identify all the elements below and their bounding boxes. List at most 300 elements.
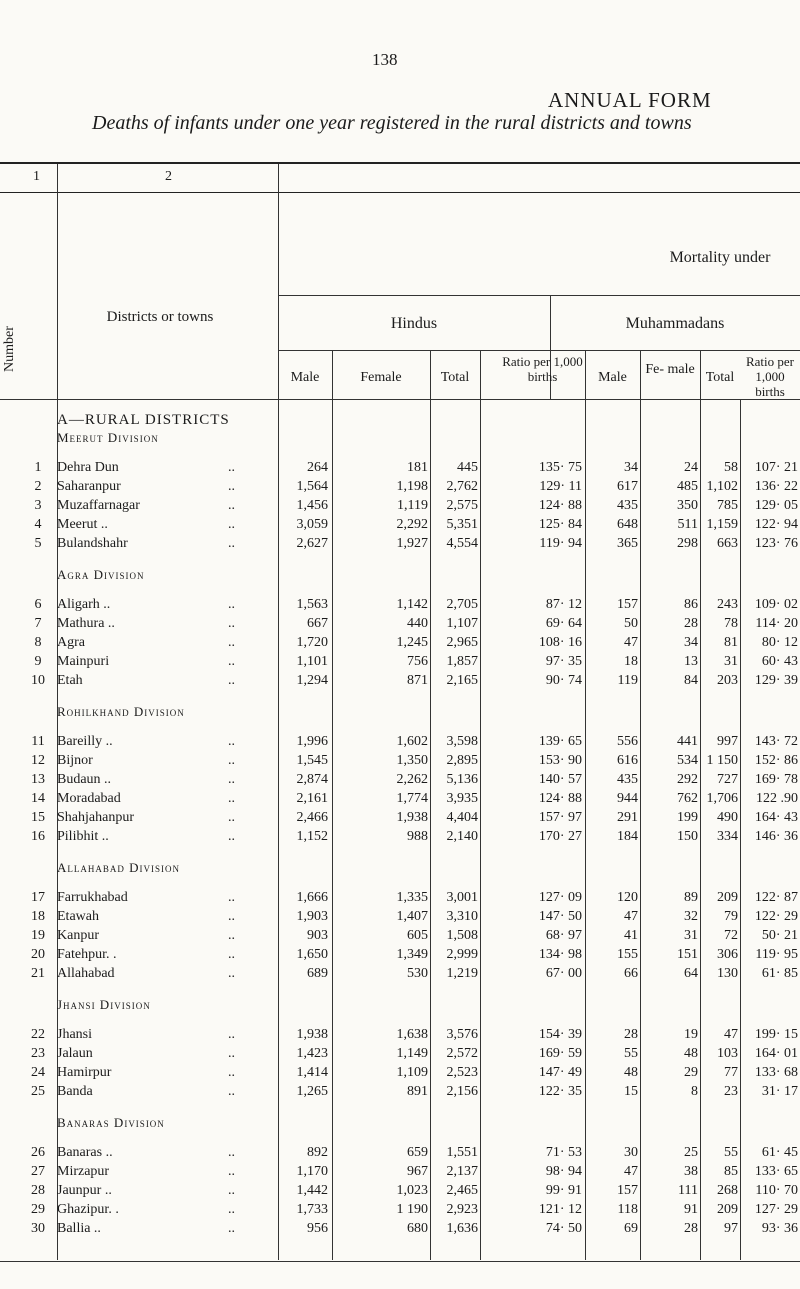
cell-hr: 154· 39	[538, 1027, 582, 1042]
cell-ht: 2,156	[446, 1084, 478, 1099]
cell-mr: 31· 17	[761, 1084, 798, 1099]
cell-mf: 25	[684, 1145, 698, 1160]
cell-hf: 756	[407, 654, 428, 669]
cell-mm: 120	[617, 890, 638, 905]
muh-ratio-header: Ratio per 1,000 births	[745, 354, 794, 399]
cell-mf: 534	[677, 753, 698, 768]
cell-hf: 1,109	[396, 1065, 428, 1080]
cell-hm: 1,294	[296, 673, 328, 688]
column-number-row	[0, 162, 800, 193]
division-heading: Meerut Division	[57, 430, 159, 445]
cell-hf: 530	[407, 966, 428, 981]
division-heading: Jhansi Division	[57, 997, 151, 1012]
cell-mf: 199	[677, 810, 698, 825]
cell-hm: 1,170	[296, 1164, 328, 1179]
cell-mr: 109· 02	[754, 597, 798, 612]
cell-mt: 97	[724, 1221, 738, 1236]
row-number: 27	[31, 1164, 45, 1179]
districts-header: Districts or towns	[106, 309, 214, 325]
muhammadans-header: Muhammadans	[625, 315, 725, 332]
cell-ht: 2,465	[446, 1183, 478, 1198]
district-name: Agra	[57, 635, 85, 650]
cell-ht: 1,636	[446, 1221, 478, 1236]
cell-hm: 3,059	[296, 517, 328, 532]
cell-mt: 785	[717, 498, 738, 513]
table-row	[0, 654, 800, 672]
cell-hm: 1,666	[296, 890, 328, 905]
district-name: Moradabad	[57, 791, 121, 806]
cell-hm: 956	[307, 1221, 328, 1236]
cell-mf: 441	[677, 734, 698, 749]
cell-mt: 727	[717, 772, 738, 787]
row-number: 11	[31, 734, 45, 749]
row-number: 7	[34, 616, 42, 631]
cell-ht: 3,935	[446, 791, 478, 806]
cell-hf: 967	[407, 1164, 428, 1179]
leader-dots: ..	[228, 654, 235, 669]
leader-dots: ..	[228, 635, 235, 650]
cell-mf: 86	[684, 597, 698, 612]
cell-mt: 31	[724, 654, 738, 669]
cell-hf: 1,023	[396, 1183, 428, 1198]
cell-mt: 209	[717, 890, 738, 905]
cell-hm: 903	[307, 928, 328, 943]
district-name: Banaras ..	[57, 1145, 113, 1160]
cell-hm: 1,733	[296, 1202, 328, 1217]
cell-hr: 97· 35	[545, 654, 582, 669]
table-row	[0, 460, 800, 478]
cell-hm: 1,456	[296, 498, 328, 513]
table-row	[0, 890, 800, 908]
row-number: 2	[34, 479, 42, 494]
cell-mt: 1 150	[706, 753, 738, 768]
page-number: 138	[372, 50, 398, 69]
row-number: 5	[34, 536, 42, 551]
cell-mr: 127· 29	[754, 1202, 798, 1217]
cell-mr: 143· 72	[754, 734, 798, 749]
division-heading: Rohilkhand Division	[57, 704, 185, 719]
cell-hm: 1,414	[296, 1065, 328, 1080]
cell-hm: 1,265	[296, 1084, 328, 1099]
cell-mt: 72	[724, 928, 738, 943]
leader-dots: ..	[228, 673, 235, 688]
cell-hm: 1,938	[296, 1027, 328, 1042]
cell-mm: 119	[617, 673, 638, 688]
hindu-ratio-header: Ratio per 1,000 births	[502, 354, 583, 384]
cell-ht: 4,554	[446, 536, 478, 551]
leader-dots: ..	[228, 1145, 235, 1160]
cell-mr: 122· 87	[754, 890, 798, 905]
cell-mf: 89	[684, 890, 698, 905]
row-number: 13	[31, 772, 45, 787]
cell-hr: 140· 57	[538, 772, 582, 787]
district-name: Ghazipur. .	[57, 1202, 119, 1217]
row-number: 16	[31, 829, 45, 844]
cell-hf: 871	[407, 673, 428, 688]
cell-mf: 485	[677, 479, 698, 494]
cell-ht: 2,705	[446, 597, 478, 612]
table-row	[0, 536, 800, 554]
cell-hr: 99· 91	[545, 1183, 582, 1198]
form-title: ANNUAL FORM	[548, 88, 712, 112]
district-name: Ballia ..	[57, 1221, 101, 1236]
leader-dots: ..	[228, 616, 235, 631]
cell-hr: 134· 98	[538, 947, 582, 962]
cell-ht: 2,572	[446, 1046, 478, 1061]
cell-hf: 1,927	[396, 536, 428, 551]
district-name: Etah	[57, 673, 83, 688]
cell-mf: 28	[684, 1221, 698, 1236]
table-row	[0, 947, 800, 965]
cell-mm: 435	[617, 772, 638, 787]
cell-mm: 41	[624, 928, 638, 943]
leader-dots: ..	[228, 536, 235, 551]
cell-mf: 64	[684, 966, 698, 981]
cell-hr: 147· 49	[538, 1065, 582, 1080]
leader-dots: ..	[228, 734, 235, 749]
cell-mt: 85	[724, 1164, 738, 1179]
cell-hr: 127· 09	[538, 890, 582, 905]
district-name: Shahjahanpur	[57, 810, 134, 825]
cell-hm: 2,466	[296, 810, 328, 825]
cell-mf: 84	[684, 673, 698, 688]
table-subtitle: Deaths of infants under one year registered in the rural districts and towns	[92, 112, 692, 134]
leader-dots: ..	[228, 966, 235, 981]
district-name: Saharanpur	[57, 479, 121, 494]
cell-mt: 490	[717, 810, 738, 825]
row-number: 26	[31, 1145, 45, 1160]
cell-hm: 1,563	[296, 597, 328, 612]
cell-ht: 2,895	[446, 753, 478, 768]
cell-mt: 23	[724, 1084, 738, 1099]
cell-mt: 268	[717, 1183, 738, 1198]
cell-mr: 61· 85	[761, 966, 798, 981]
cell-mr: 110· 70	[755, 1183, 798, 1198]
table-header	[0, 190, 800, 400]
cell-mf: 111	[678, 1183, 698, 1198]
cell-mm: 616	[617, 753, 638, 768]
cell-mr: 129· 05	[754, 498, 798, 513]
district-name: Fatehpur. .	[57, 947, 117, 962]
cell-ht: 5,136	[446, 772, 478, 787]
row-number: 12	[31, 753, 45, 768]
table-row	[0, 479, 800, 497]
district-name: Mathura ..	[57, 616, 115, 631]
muh-female-header: Fe- male	[645, 362, 695, 377]
cell-mt: 663	[717, 536, 738, 551]
cell-hr: 90· 74	[545, 673, 582, 688]
table-row	[0, 829, 800, 847]
row-number: 14	[31, 791, 45, 806]
cell-mr: 80· 12	[761, 635, 798, 650]
cell-hr: 74· 50	[545, 1221, 582, 1236]
cell-hm: 2,627	[296, 536, 328, 551]
district-name: Etawah	[57, 909, 99, 924]
column-number-1: 1	[33, 169, 40, 184]
cell-mm: 47	[624, 1164, 638, 1179]
leader-dots: ..	[228, 1183, 235, 1198]
cell-hm: 1,442	[296, 1183, 328, 1198]
cell-mm: 50	[624, 616, 638, 631]
cell-mf: 13	[684, 654, 698, 669]
cell-hr: 87· 12	[545, 597, 582, 612]
cell-ht: 3,576	[446, 1027, 478, 1042]
cell-mm: 69	[624, 1221, 638, 1236]
table-row	[0, 673, 800, 691]
cell-hr: 108· 16	[538, 635, 582, 650]
cell-mr: 199· 15	[754, 1027, 798, 1042]
cell-mm: 435	[617, 498, 638, 513]
cell-mf: 38	[684, 1164, 698, 1179]
cell-mm: 648	[617, 517, 638, 532]
district-name: Pilibhit ..	[57, 829, 109, 844]
cell-mr: 129· 39	[754, 673, 798, 688]
district-name: Banda	[57, 1084, 93, 1099]
cell-mt: 243	[717, 597, 738, 612]
district-name: Jalaun	[57, 1046, 93, 1061]
cell-mf: 8	[691, 1084, 698, 1099]
table-row	[0, 966, 800, 984]
table-row	[0, 1202, 800, 1220]
cell-mr: 152· 86	[754, 753, 798, 768]
table-row	[0, 1164, 800, 1182]
cell-mt: 103	[717, 1046, 738, 1061]
cell-ht: 1,219	[446, 966, 478, 981]
table-row	[0, 1221, 800, 1239]
leader-dots: ..	[228, 517, 235, 532]
cell-ht: 2,575	[446, 498, 478, 513]
cell-hf: 659	[407, 1145, 428, 1160]
cell-hm: 892	[307, 1145, 328, 1160]
leader-dots: ..	[228, 479, 235, 494]
cell-hf: 605	[407, 928, 428, 943]
table-row	[0, 772, 800, 790]
district-name: Kanpur	[57, 928, 99, 943]
cell-hm: 1,996	[296, 734, 328, 749]
cell-mt: 79	[724, 909, 738, 924]
cell-hr: 119· 94	[539, 536, 582, 551]
cell-hf: 1,602	[396, 734, 428, 749]
leader-dots: ..	[228, 460, 235, 475]
cell-hr: 69· 64	[545, 616, 582, 631]
row-number: 23	[31, 1046, 45, 1061]
cell-hf: 1,198	[396, 479, 428, 494]
cell-mm: 155	[617, 947, 638, 962]
cell-hr: 125· 84	[538, 517, 582, 532]
leader-dots: ..	[228, 947, 235, 962]
cell-hm: 1,720	[296, 635, 328, 650]
leader-dots: ..	[228, 772, 235, 787]
cell-ht: 2,965	[446, 635, 478, 650]
cell-mt: 81	[724, 635, 738, 650]
cell-mt: 78	[724, 616, 738, 631]
cell-hm: 1,152	[296, 829, 328, 844]
district-name: Mainpuri	[57, 654, 110, 669]
cell-mt: 47	[724, 1027, 738, 1042]
division-heading: Banaras Division	[57, 1115, 165, 1130]
cell-ht: 4,404	[446, 810, 478, 825]
cell-mr: 146· 36	[754, 829, 798, 844]
cell-mf: 298	[677, 536, 698, 551]
cell-mm: 66	[624, 966, 638, 981]
cell-hm: 264	[307, 460, 328, 475]
cell-mm: 48	[624, 1065, 638, 1080]
cell-mf: 24	[684, 460, 698, 475]
table-row	[0, 517, 800, 535]
mortality-under-header: Mortality under	[669, 249, 771, 266]
cell-mf: 292	[677, 772, 698, 787]
row-number: 4	[34, 517, 42, 532]
cell-hf: 1,149	[396, 1046, 428, 1061]
cell-mt: 1,102	[706, 479, 738, 494]
district-name: Jaunpur ..	[57, 1183, 112, 1198]
table-row	[0, 810, 800, 828]
cell-mr: 61· 45	[761, 1145, 798, 1160]
leader-dots: ..	[228, 597, 235, 612]
cell-mr: 60· 43	[761, 654, 798, 669]
cell-hf: 1,349	[396, 947, 428, 962]
table-row	[0, 1046, 800, 1064]
table-row	[0, 791, 800, 809]
cell-mf: 29	[684, 1065, 698, 1080]
cell-mf: 151	[677, 947, 698, 962]
leader-dots: ..	[228, 1164, 235, 1179]
cell-mm: 556	[617, 734, 638, 749]
leader-dots: ..	[228, 1084, 235, 1099]
cell-hm: 689	[307, 966, 328, 981]
cell-mt: 209	[717, 1202, 738, 1217]
cell-hf: 1,335	[396, 890, 428, 905]
cell-hf: 1 190	[396, 1202, 428, 1217]
row-number: 29	[31, 1202, 45, 1217]
cell-hf: 181	[407, 460, 428, 475]
row-number: 19	[31, 928, 45, 943]
table-body	[0, 400, 800, 1260]
cell-mf: 31	[684, 928, 698, 943]
leader-dots: ..	[228, 928, 235, 943]
cell-mm: 55	[624, 1046, 638, 1061]
cell-ht: 3,598	[446, 734, 478, 749]
table-row	[0, 616, 800, 634]
cell-mf: 34	[684, 635, 698, 650]
cell-mf: 150	[677, 829, 698, 844]
leader-dots: ..	[228, 791, 235, 806]
cell-mr: 169· 78	[754, 772, 798, 787]
cell-hr: 169· 59	[538, 1046, 582, 1061]
cell-mm: 34	[624, 460, 638, 475]
cell-hf: 1,774	[396, 791, 428, 806]
cell-mf: 32	[684, 909, 698, 924]
cell-hf: 2,292	[396, 517, 428, 532]
table-row	[0, 734, 800, 752]
leader-dots: ..	[228, 810, 235, 825]
district-name: Allahabad	[57, 966, 115, 981]
cell-hf: 1,938	[396, 810, 428, 825]
cell-hf: 440	[407, 616, 428, 631]
cell-hr: 147· 50	[538, 909, 582, 924]
cell-mr: 164· 43	[754, 810, 798, 825]
cell-mm: 157	[617, 597, 638, 612]
leader-dots: ..	[228, 1065, 235, 1080]
cell-ht: 2,923	[446, 1202, 478, 1217]
leader-dots: ..	[228, 909, 235, 924]
row-number: 28	[31, 1183, 45, 1198]
cell-mm: 617	[617, 479, 638, 494]
table-row	[0, 928, 800, 946]
cell-mm: 118	[617, 1202, 638, 1217]
cell-mr: 93· 36	[761, 1221, 798, 1236]
cell-ht: 1,551	[446, 1145, 478, 1160]
hindu-female-header: Female	[360, 370, 402, 385]
table-row	[0, 635, 800, 653]
cell-ht: 2,999	[446, 947, 478, 962]
cell-hm: 1,650	[296, 947, 328, 962]
table-row	[0, 753, 800, 771]
cell-mt: 55	[724, 1145, 738, 1160]
cell-hr: 153· 90	[538, 753, 582, 768]
cell-hm: 1,903	[296, 909, 328, 924]
cell-hf: 1,119	[397, 498, 428, 513]
cell-mr: 122 .90	[756, 791, 798, 806]
leader-dots: ..	[228, 498, 235, 513]
leader-dots: ..	[228, 1046, 235, 1061]
cell-mr: 136· 22	[754, 479, 798, 494]
cell-ht: 1,508	[446, 928, 478, 943]
cell-mr: 119· 95	[755, 947, 798, 962]
cell-mm: 47	[624, 909, 638, 924]
cell-hm: 1,545	[296, 753, 328, 768]
row-number: 24	[31, 1065, 45, 1080]
row-number: 25	[31, 1084, 45, 1099]
district-name: Farrukhabad	[57, 890, 128, 905]
cell-hr: 98· 94	[545, 1164, 582, 1179]
row-number: 22	[31, 1027, 45, 1042]
row-number: 20	[31, 947, 45, 962]
cell-ht: 1,857	[446, 654, 478, 669]
cell-hr: 139· 65	[538, 734, 582, 749]
cell-mr: 50· 21	[761, 928, 798, 943]
cell-ht: 5,351	[446, 517, 478, 532]
cell-hm: 1,423	[296, 1046, 328, 1061]
district-name: Muzaffarnagar	[57, 498, 140, 513]
row-number: 6	[34, 597, 42, 612]
cell-mf: 48	[684, 1046, 698, 1061]
cell-mr: 107· 21	[754, 460, 798, 475]
column-number-2: 2	[165, 169, 172, 184]
cell-hf: 2,262	[396, 772, 428, 787]
division-heading: Allahabad Division	[57, 860, 181, 875]
cell-mf: 91	[684, 1202, 698, 1217]
cell-hm: 2,161	[296, 791, 328, 806]
cell-mf: 28	[684, 616, 698, 631]
cell-mr: 164· 01	[754, 1046, 798, 1061]
section-title: A—RURAL DISTRICTS	[57, 412, 230, 428]
cell-mm: 15	[624, 1084, 638, 1099]
cell-hf: 988	[407, 829, 428, 844]
leader-dots: ..	[228, 890, 235, 905]
cell-hm: 2,874	[296, 772, 328, 787]
cell-mm: 47	[624, 635, 638, 650]
row-number: 30	[31, 1221, 45, 1236]
cell-hr: 68· 97	[545, 928, 582, 943]
cell-hr: 121· 12	[538, 1202, 582, 1217]
cell-hf: 1,245	[396, 635, 428, 650]
cell-hf: 680	[407, 1221, 428, 1236]
district-name: Mirzapur	[57, 1164, 110, 1179]
cell-mr: 114· 20	[755, 616, 798, 631]
leader-dots: ..	[228, 1221, 235, 1236]
cell-hr: 170· 27	[538, 829, 582, 844]
